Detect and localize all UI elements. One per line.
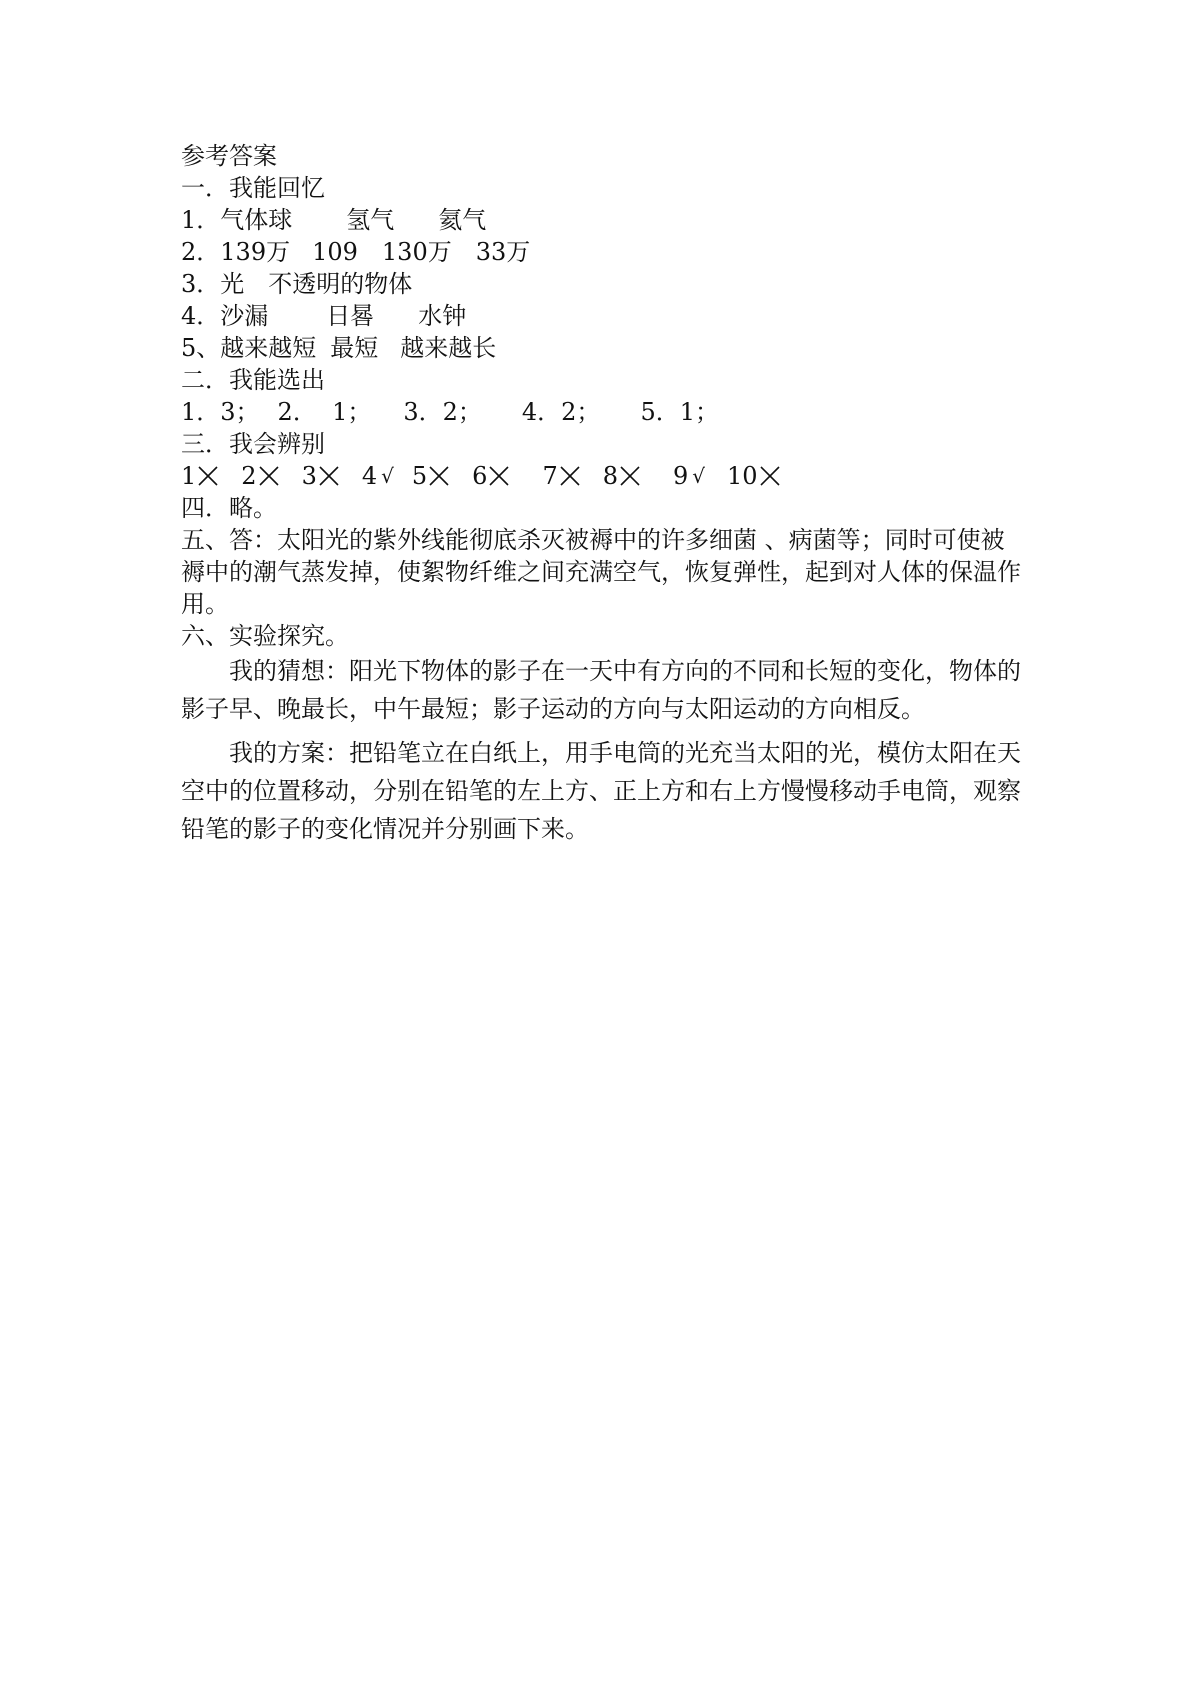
item-number: 3． [181, 270, 221, 298]
judgment-item [673, 460, 705, 492]
section-3-heading: 三．我会辨别 [181, 430, 325, 458]
section-1-line-2 [181, 236, 1021, 268]
item-number: 3 [301, 462, 317, 490]
section-1-line-1 [181, 204, 1021, 236]
judgment-item [412, 460, 450, 492]
section-3-marks [181, 460, 1021, 492]
section-6-heading: 六、实验探究。 [181, 622, 349, 650]
item-number: 4 [361, 462, 378, 490]
judgment-item [472, 460, 510, 492]
check-icon: √ [381, 464, 394, 488]
item-number: 9 [673, 462, 689, 490]
x-icon [197, 465, 219, 487]
section-1-line-3 [181, 268, 1021, 300]
section-6-guess: 我的猜想：阳光下物体的影子在一天中有方向的不同和长短的变化，物体的影子早、晚最长，中午最短；影子运动的方向与太阳运动的方向相反。 [181, 657, 1021, 723]
judgment-item [302, 460, 340, 492]
choice-answer: 5．1； [640, 398, 719, 426]
item-number: 8 [602, 462, 618, 490]
x-icon [258, 465, 280, 487]
x-icon [428, 465, 450, 487]
answer-text: 139万 [220, 238, 291, 266]
answer-text: 越来越长 [400, 334, 497, 362]
x-icon [559, 465, 581, 487]
section-1-line-5 [181, 332, 1021, 364]
choice-answer: 3．2； [403, 398, 482, 426]
answer-text: 水钟 [418, 302, 467, 330]
item-number: 4． [181, 302, 221, 330]
judgment-item [603, 460, 641, 492]
item-number: 1 [181, 462, 197, 490]
item-number: 2． [181, 238, 221, 266]
choice-answer: 1．3； [181, 398, 260, 426]
item-number: 1． [181, 206, 221, 234]
answer-document [181, 140, 1021, 848]
choice-answer: 2． 1； [277, 398, 372, 426]
answer-text: 最短 [330, 334, 379, 362]
answer-text: 沙漏 [220, 302, 269, 330]
section-4-heading: 四．略。 [181, 494, 277, 522]
section-1-line-4 [181, 300, 1021, 332]
answer-text: 33万 [475, 238, 531, 266]
answer-text: 越来越短 [220, 334, 317, 362]
document-title: 参考答案 [181, 142, 277, 170]
item-number: 10 [727, 462, 758, 490]
section-5-answer: 五、答：太阳光的紫外线能彻底杀灭被褥中的许多细菌 、病菌等；同时可使被褥中的潮气蒸发掉，使絮物纤维之间充满空气，恢复弹性，起到对人体的保温作用。 [181, 526, 1021, 618]
x-icon [318, 465, 340, 487]
answer-text: 130万 [381, 238, 452, 266]
judgment-item [727, 460, 781, 492]
x-icon [759, 465, 781, 487]
section-2-answers [181, 396, 1021, 428]
item-number: 2 [241, 462, 257, 490]
answer-text: 光 [220, 270, 245, 298]
choice-answer: 4．2； [521, 398, 601, 426]
section-1-heading: 一．我能回忆 [181, 174, 325, 202]
item-number: 5 [411, 462, 428, 490]
section-6-plan: 我的方案：把铅笔立在白纸上，用手电筒的光充当太阳的光，模仿太阳在天空中的位置移动，分别在铅笔的左上方、正上方和右上方慢慢移动手电筒，观察铅笔的影子的变化情况并分别画下来。 [181, 739, 1021, 843]
item-number: 7 [542, 462, 558, 490]
answer-text: 日晷 [326, 302, 375, 330]
answer-text: 气体球 [220, 206, 293, 234]
judgment-item [542, 460, 580, 492]
judgment-item [362, 460, 394, 492]
judgment-item [241, 460, 279, 492]
judgment-item [181, 460, 219, 492]
answer-text: 不透明的物体 [268, 270, 413, 298]
answer-text: 氢气 [346, 206, 395, 234]
x-icon [488, 465, 510, 487]
answer-text: 109 [312, 238, 358, 266]
answer-text: 氦气 [438, 206, 487, 234]
x-icon [619, 465, 641, 487]
item-number: 6 [472, 462, 488, 490]
check-icon: √ [692, 464, 706, 488]
item-number: 5、 [181, 334, 221, 362]
section-2-heading: 二．我能选出 [181, 366, 325, 394]
